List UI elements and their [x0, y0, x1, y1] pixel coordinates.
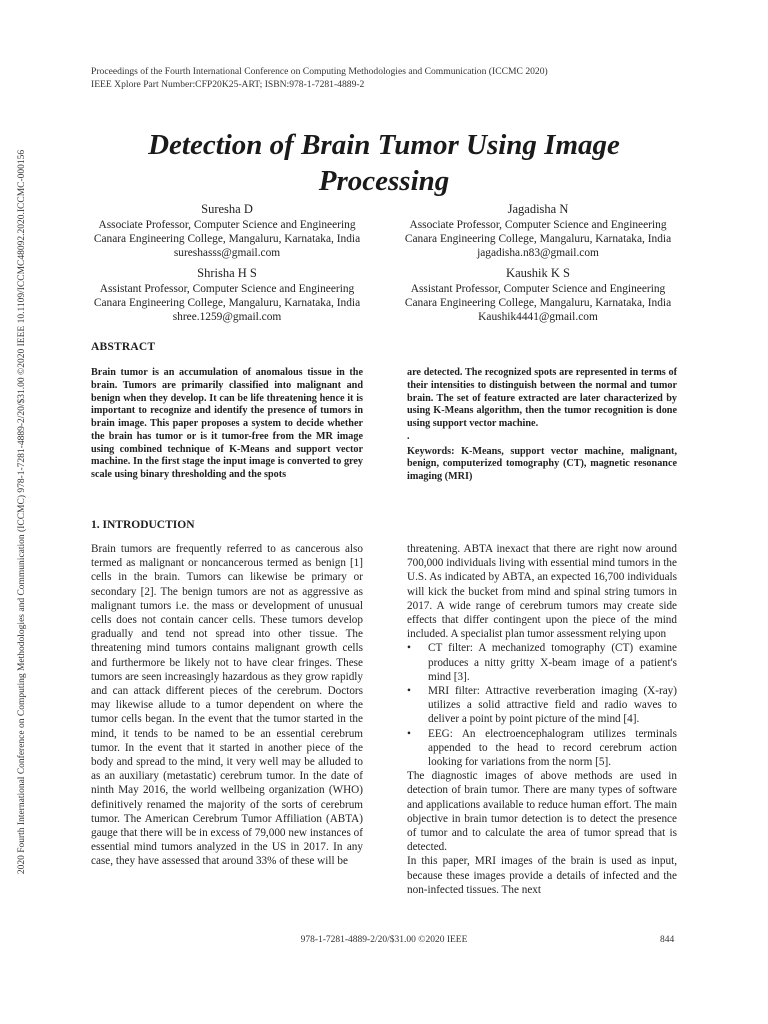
- abstract-text-right: are detected. The recognized spots are represented in terms of their intensities to distinguish between the normal and tumor brain. The set of feature extracted are later characterized by using K-Means algorithm, then the tumor recognition is done using support vector machine.: [407, 367, 677, 429]
- title-line-2: Processing: [318, 165, 450, 197]
- author-block-3: [68, 265, 386, 324]
- author-name: Suresha D: [201, 202, 253, 216]
- author-name: Kaushik K S: [506, 266, 570, 280]
- paper-title: [95, 127, 673, 199]
- abstract-dot: .: [407, 430, 410, 442]
- footer-copyright: 978-1-7281-4889-2/20/$31.00 ©2020 IEEE: [300, 935, 468, 945]
- author-email[interactable]: sureshasss@gmail.com: [173, 247, 281, 259]
- author-email[interactable]: jagadisha.n83@gmail.com: [477, 247, 599, 259]
- intro-paragraph: threatening. ABTA inexact that there are right now around 700,000 individuals living with essential mind tumors in the U.S. As indicated by ABTA, an expected 16,700 individuals will kick the bucket from mind and spinal string tumors in 2017. A wide range of cerebrum tumors may create side effects that differ contingent upon the piece of the mind included. A specialist plan tumor assessment relying upon: [407, 543, 677, 641]
- bullet-glyph: •: [407, 642, 411, 655]
- intro-paragraph: The diagnostic images of above methods are used in detection of brain tumor. There are many types of software and applications available to reduce human effort. The main objective in brain tumor detection is to detect the presence of tumor and to calculate the area of tumor spread that is detected.: [407, 770, 677, 854]
- author-name: Jagadisha N: [507, 202, 569, 216]
- keywords: Keywords: K-Means, support vector machine, malignant, benign, computerized tomography (CT), magnetic resonance imaging (MRI): [407, 445, 677, 482]
- author-affiliation: Canara Engineering College, Mangaluru, Karnataka, India: [404, 233, 672, 245]
- intro-text-left: Brain tumors are frequently referred to as cancerous also termed as malignant or noncancerous termed as benign [1] cells in the brain. Tumors can likewise be primary or secondary [2]. The benign tumors are not as aggressive as malignant tumors i.e. the mass or development of unusual cells does not contain cancer cells. These tumors develop gradually and tend not spread into other tissue. The threatening mind tumors contains malignant growth cells and furthermore be likely not to have clear fringes. These tumors are seen increasingly hazardous as they grow rapidly and can attack different pieces of the cerebrum. Doctors may likewise allude to a tumor dependent on where the tumor cells began. In the event that the tumor started in the mind, it tends to be named to be an essential cerebrum tumor. In the event that it started in another piece of the body and spread to the mind, it very well may be alluded to as an auxiliary (metastatic) cerebrum tumor. In the date of ninth May 2016, the world wellbeing organization (WHO) definitively renamed the majority of the sorts of cerebrum tumor. The American Cerebrum Tumor Affiliation (ABTA) gauge that there will be in excess of 79,000 new instances of essential mind tumors analyzed in the US in 2017. In any case, they have assessed that around 33% of these will be: [91, 543, 363, 868]
- header-line-2: IEEE Xplore Part Number:CFP20K25-ART; ISBN:978-1-7281-4889-2: [91, 78, 365, 90]
- proceedings-header: [91, 66, 711, 91]
- author-block-2: [382, 201, 694, 260]
- author-role: Assistant Professor, Computer Science and Engineering: [99, 283, 355, 295]
- author-affiliation: Canara Engineering College, Mangaluru, Karnataka, India: [93, 233, 361, 245]
- abstract-column-right: [407, 367, 677, 484]
- intro-paragraph: In this paper, MRI images of the brain is used as input, because these images provide a details of infected and the non-infected tissues. The next: [407, 855, 677, 896]
- bullet-text: CT filter: A mechanized tomography (CT) examine produces a nitty gritty X-beam image of a patient's mind [3].: [428, 642, 677, 683]
- author-role: Associate Professor, Computer Science and Engineering: [98, 219, 356, 231]
- introduction-heading: 1. INTRODUCTION: [91, 519, 195, 531]
- author-affiliation: Canara Engineering College, Mangaluru, Karnataka, India: [404, 297, 672, 309]
- bullet-text: MRI filter: Attractive reverberation imaging (X-ray) utilizes a solid attractive field and radio waves to deliver a point by point picture of the mind [4].: [428, 685, 677, 726]
- bullet-glyph: •: [407, 685, 411, 698]
- author-block-4: [382, 265, 694, 324]
- author-role: Associate Professor, Computer Science and Engineering: [409, 219, 667, 231]
- abstract-text-left: Brain tumor is an accumulation of anomalous tissue in the brain. Tumors are primarily classified into malignant and benign when they develop. It can be life threatening hence it is important to recognize and identify the presence of tumors in brain image. This paper proposes a system to decide whether the brain has tumor or is it tumor-free from the MR image using combined technique of K-Means and support vector machine. In the first stage the input image is converted to grey scale using binary thresholding and the spots: [91, 367, 363, 480]
- header-line-1: Proceedings of the Fourth International Conference on Computing Methodologies and Communication (ICCMC 2020): [91, 66, 548, 77]
- bullet-item-ct: [407, 641, 677, 684]
- bullet-text: EEG: An electroencephalogram utilizes terminals appended to the head to record cerebrum action looking for variations from the norm [5].: [428, 727, 677, 769]
- author-name: Shrisha H S: [197, 266, 257, 280]
- author-role: Assistant Professor, Computer Science and Engineering: [410, 283, 666, 295]
- author-block-1: [68, 201, 386, 260]
- bullet-glyph: •: [407, 727, 411, 740]
- bullet-item-mri: [407, 684, 677, 727]
- abstract-heading: ABSTRACT: [91, 341, 156, 353]
- author-email[interactable]: shree.1259@gmail.com: [172, 311, 282, 323]
- author-affiliation: Canara Engineering College, Mangaluru, Karnataka, India: [93, 297, 361, 309]
- title-line-1: Detection of Brain Tumor Using Image: [148, 129, 620, 161]
- side-margin-citation: 2020 Fourth International Conference on Computing Methodologies and Communication (ICCMC) 978-1-7281-4889-2/20/$31.00 ©2020 IEEE 10.1109/ICCMC48092.2020.ICCMC-000156: [17, 149, 27, 875]
- author-email[interactable]: Kaushik4441@gmail.com: [478, 311, 598, 323]
- page-number: 844: [660, 935, 675, 945]
- intro-column-right: [407, 542, 677, 897]
- bullet-item-eeg: [407, 727, 677, 770]
